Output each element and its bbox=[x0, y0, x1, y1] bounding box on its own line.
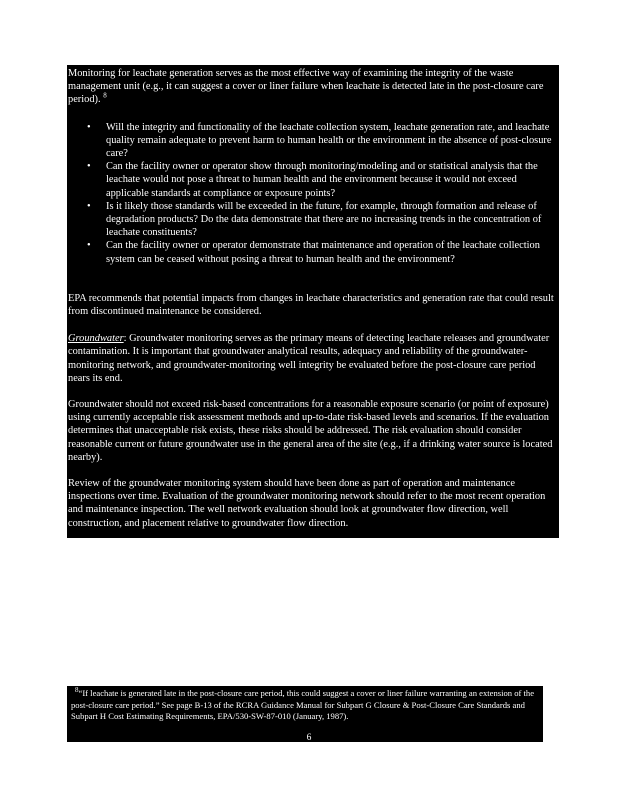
footnote-text bbox=[71, 688, 539, 723]
footnote-reference[interactable]: 8 bbox=[103, 91, 107, 100]
question-list bbox=[68, 121, 557, 266]
list-item: • Can the facility owner or operator demonstrate that maintenance and operation of the leachate collection system can be ceased without posing a threat to human health and the environment? bbox=[106, 239, 557, 265]
review-paragraph: Review of the groundwater monitoring system should have been done as part of operation and maintenance inspections over time. Evaluation of the groundwater monitoring network should refer to the most recent operation and maintenance inspection. The well network evaluation should look at groundwater flow direction, well construction, and placement relative to groundwater flow direction. bbox=[68, 478, 546, 529]
intro-paragraph bbox=[68, 67, 557, 107]
footnote-body: “If leachate is generated late in the post-closure care period, this could suggest a cover or liner failure warranting an extension of the post-closure care period.” See page B-13 of the RCRA Guidance Manual for Subpart G Closure & Post-Closure Care Standards and Subpart H Cost Estimating Requirements, EPA/530-SW-87-010 (January, 1987). bbox=[71, 688, 535, 722]
list-item: • Will the integrity and functionality of the leachate collection system, leachate generation rate, and leachate quality remain adequate to prevent harm to human health or the environment in the absence of post-closure care? bbox=[106, 121, 557, 161]
list-item: • Can the facility owner or operator show through monitoring/modeling and or statistical analysis that the leachate would not pose a threat to human health and the environment because it would not exceed applicable standards at compliance or exposure points? bbox=[106, 160, 557, 200]
epa-paragraph: EPA recommends that potential impacts from changes in leachate characteristics and generation rate that could result from discontinued maintenance be considered. bbox=[68, 292, 554, 318]
risk-paragraph: Groundwater should not exceed risk-based concentrations for a reasonable exposure scenario (or point of exposure) using currently acceptable risk assessment methods and up-to-date risk-based levels and scenarios. If the evaluation determines that unacceptable risk exists, these risks should be addressed. The risk evaluation should consider reasonable current or future groundwater use in the general area of the site (e.g., if a drinking water source is located nearby). bbox=[68, 399, 553, 463]
groundwater-heading: Groundwater bbox=[68, 333, 124, 345]
groundwater-paragraph bbox=[68, 332, 557, 385]
main-text-block bbox=[67, 65, 559, 538]
groundwater-text: : Groundwater monitoring serves as the primary means of detecting leachate releases and groundwater contamination. It is important that groundwater analytical results, adequacy and reliability of the groundwater-monitoring network, and groundwater-monitoring well integrity be evaluated before the post-closure care period nears its end. bbox=[68, 333, 550, 384]
intro-text: Monitoring for leachate generation serves as the most effective way of examining the integrity of the waste management unit (e.g., it can suggest a cover or liner failure when leachate is detected late in the post-closure care period). bbox=[68, 68, 544, 106]
list-item: • Is it likely those standards will be exceeded in the future, for example, through formation and release of degradation products? Do the data demonstrate that there are no increasing trends in the concentration of leachate constituents? bbox=[106, 200, 557, 240]
page-number: 6 bbox=[306, 733, 312, 743]
footnote-mark: 8 bbox=[75, 686, 79, 695]
